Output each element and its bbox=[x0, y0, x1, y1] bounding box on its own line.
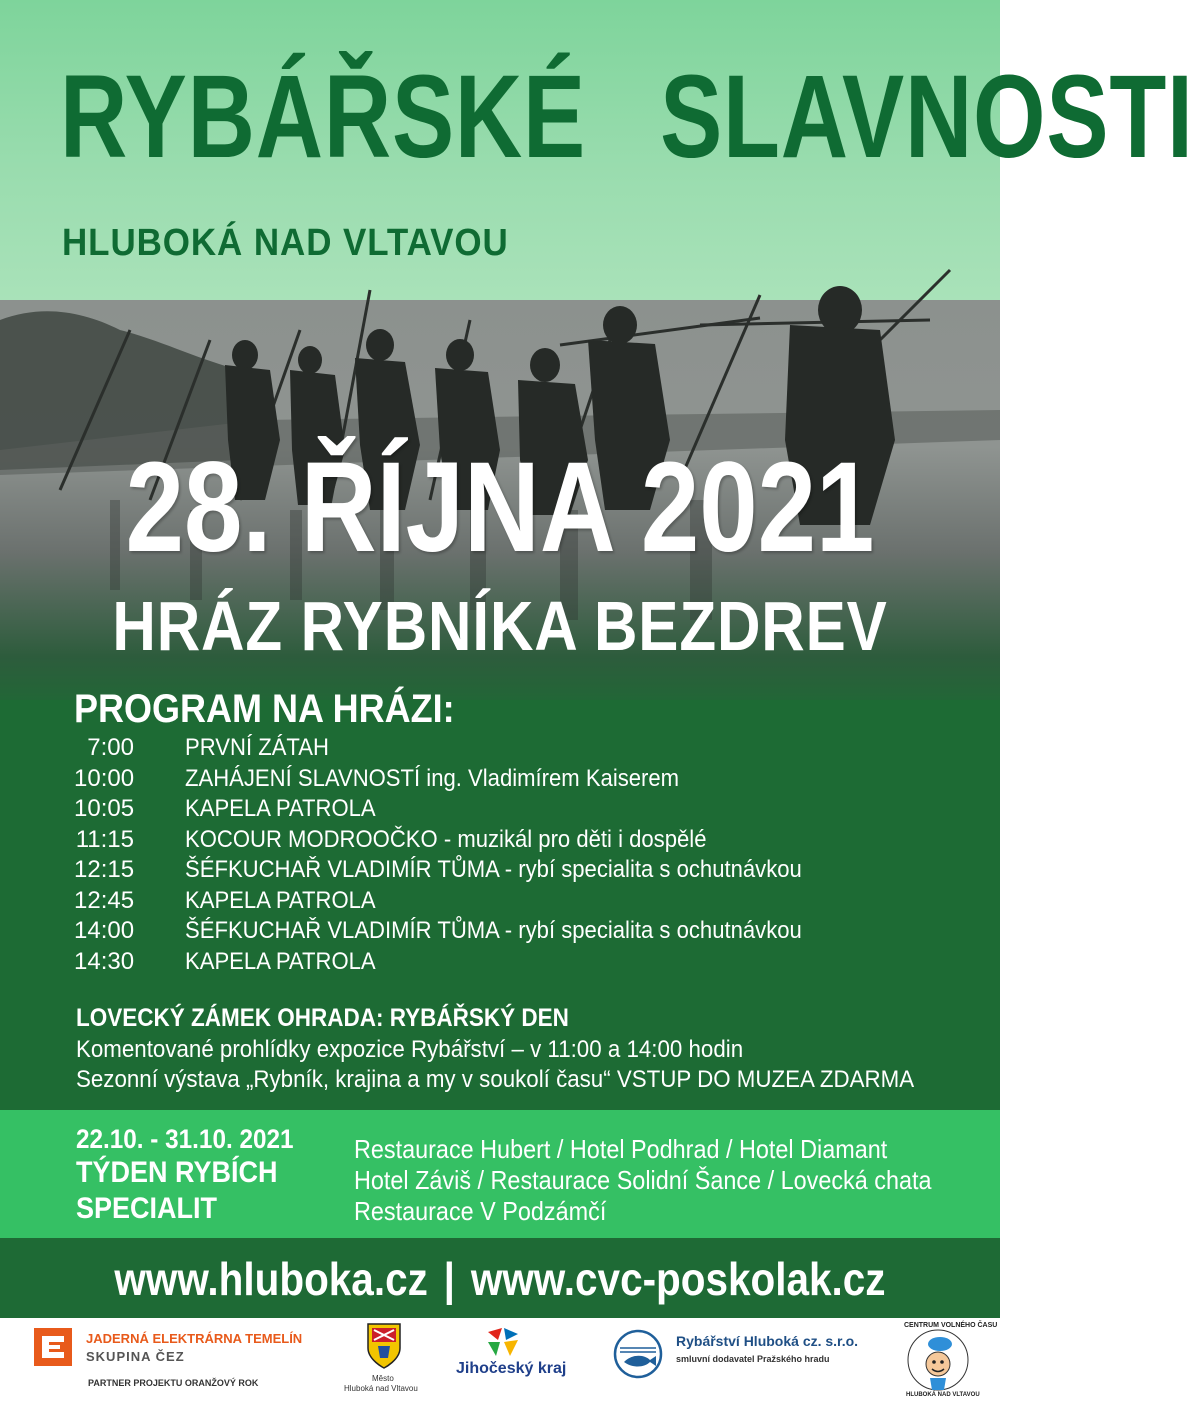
schedule-row bbox=[74, 855, 974, 886]
mesto-line-1: Město bbox=[372, 1374, 394, 1383]
cez-icon bbox=[34, 1328, 72, 1366]
schedule-row bbox=[74, 886, 974, 917]
program-title: PROGRAM NA HRÁZI: bbox=[74, 687, 455, 731]
poster-title: RYBÁŘSKÉ SLAVNOSTI bbox=[60, 51, 1194, 183]
schedule-activity: ZAHÁJENÍ SLAVNOSTÍ ing. Vladimírem Kaiserem bbox=[185, 764, 680, 792]
schedule-time: 10:00 bbox=[74, 764, 135, 792]
fish-icon bbox=[612, 1328, 664, 1380]
coat-of-arms-icon bbox=[364, 1320, 404, 1370]
schedule-row bbox=[74, 733, 974, 764]
restaurant-line-2: Hotel Záviš / Restaurace Solidní Šance / Lovecká chata bbox=[354, 1165, 932, 1195]
url-cvc-poskolak[interactable]: www.cvc-poskolak.cz bbox=[470, 1253, 886, 1305]
week-dates: 22.10. - 31.10. 2021 bbox=[76, 1124, 294, 1154]
schedule-row bbox=[74, 764, 974, 795]
rybarstvi-line-1: Rybářství Hluboká cz. s.r.o. bbox=[676, 1333, 859, 1349]
zamek-line-1: Komentované prohlídky expozice Rybářství – v 11:00 a 14:00 hodin bbox=[76, 1036, 744, 1063]
schedule-row bbox=[74, 947, 974, 978]
jihocesky-kraj-logo bbox=[484, 1326, 522, 1363]
rybarstvi-line-2: smluvní dodavatel Pražského hradu bbox=[676, 1354, 830, 1364]
schedule-row bbox=[74, 916, 974, 947]
schedule-activity: PRVNÍ ZÁTAH bbox=[185, 734, 329, 761]
kraj-name: Jihočeský kraj bbox=[456, 1360, 567, 1377]
mesto-line-2: Hluboká nad Vltavou bbox=[344, 1384, 418, 1393]
cvc-bottom-text: HLUBOKÁ NAD VLTAVOU bbox=[906, 1392, 980, 1398]
cez-line-2: SKUPINA ČEZ bbox=[86, 1349, 185, 1364]
zamek-heading: LOVECKÝ ZÁMEK OHRADA: RYBÁŘSKÝ DEN bbox=[76, 1004, 569, 1032]
week-label-line1: TÝDEN RYBÍCH bbox=[76, 1156, 278, 1189]
schedule-activity: ŠÉFKUCHAŘ VLADIMÍR TŮMA - rybí specialita s ochutnávkou bbox=[185, 856, 802, 883]
schedule-activity: KAPELA PATROLA bbox=[185, 947, 376, 975]
schedule-time: 12:15 bbox=[74, 856, 135, 883]
schedule-activity: KAPELA PATROLA bbox=[185, 886, 376, 914]
schedule-activity: KOCOUR MODROOČKO - muzikál pro děti i dospělé bbox=[185, 825, 707, 853]
rybarstvi-logo bbox=[612, 1328, 664, 1385]
schedule-time: 14:00 bbox=[74, 917, 135, 944]
event-place: HRÁZ RYBNÍKA BEZDREV bbox=[112, 587, 888, 665]
poster-subtitle: HLUBOKÁ NAD VLTAVOU bbox=[62, 222, 509, 264]
schedule-row bbox=[74, 825, 974, 856]
cez-line-3: PARTNER PROJEKTU ORANŽOVÝ ROK bbox=[88, 1378, 259, 1388]
schedule-activity: ŠÉFKUCHAŘ VLADIMÍR TŮMA - rybí specialita s ochutnávkou bbox=[185, 917, 802, 944]
sponsor-logos bbox=[0, 1318, 1000, 1408]
url-separator: | bbox=[443, 1253, 455, 1305]
schedule-time: 12:45 bbox=[74, 886, 135, 914]
schedule-time: 10:05 bbox=[74, 795, 135, 822]
mesto-logo bbox=[364, 1320, 404, 1375]
schedule-activity: KAPELA PATROLA bbox=[185, 795, 376, 822]
kraj-icon bbox=[484, 1326, 522, 1358]
restaurant-line-3: Restaurace V Podzámčí bbox=[354, 1196, 607, 1226]
week-label-line2: SPECIALIT bbox=[76, 1192, 218, 1225]
cez-line-1: JADERNÁ ELEKTRÁRNA TEMELÍN bbox=[86, 1331, 303, 1346]
schedule-time: 11:15 bbox=[75, 825, 134, 853]
url-row bbox=[60, 1252, 940, 1306]
schedule-time: 14:30 bbox=[74, 947, 135, 975]
cvc-top-text: CENTRUM VOLNÉHO ČASU bbox=[904, 1322, 998, 1329]
url-hluboka[interactable]: www.hluboka.cz bbox=[114, 1253, 428, 1305]
event-date: 28. ŘÍJNA 2021 bbox=[125, 436, 875, 579]
schedule-time: 7:00 bbox=[87, 734, 134, 761]
schedule-row bbox=[74, 794, 974, 825]
cez-logo bbox=[34, 1328, 72, 1371]
program-schedule bbox=[74, 733, 974, 977]
zamek-line-2: Sezonní výstava „Rybník, krajina a my v soukolí času“ VSTUP DO MUZEA ZDARMA bbox=[76, 1066, 915, 1093]
cvc-mascot-icon bbox=[900, 1320, 976, 1400]
restaurant-line-1: Restaurace Hubert / Hotel Podhrad / Hotel Diamant bbox=[354, 1134, 888, 1164]
